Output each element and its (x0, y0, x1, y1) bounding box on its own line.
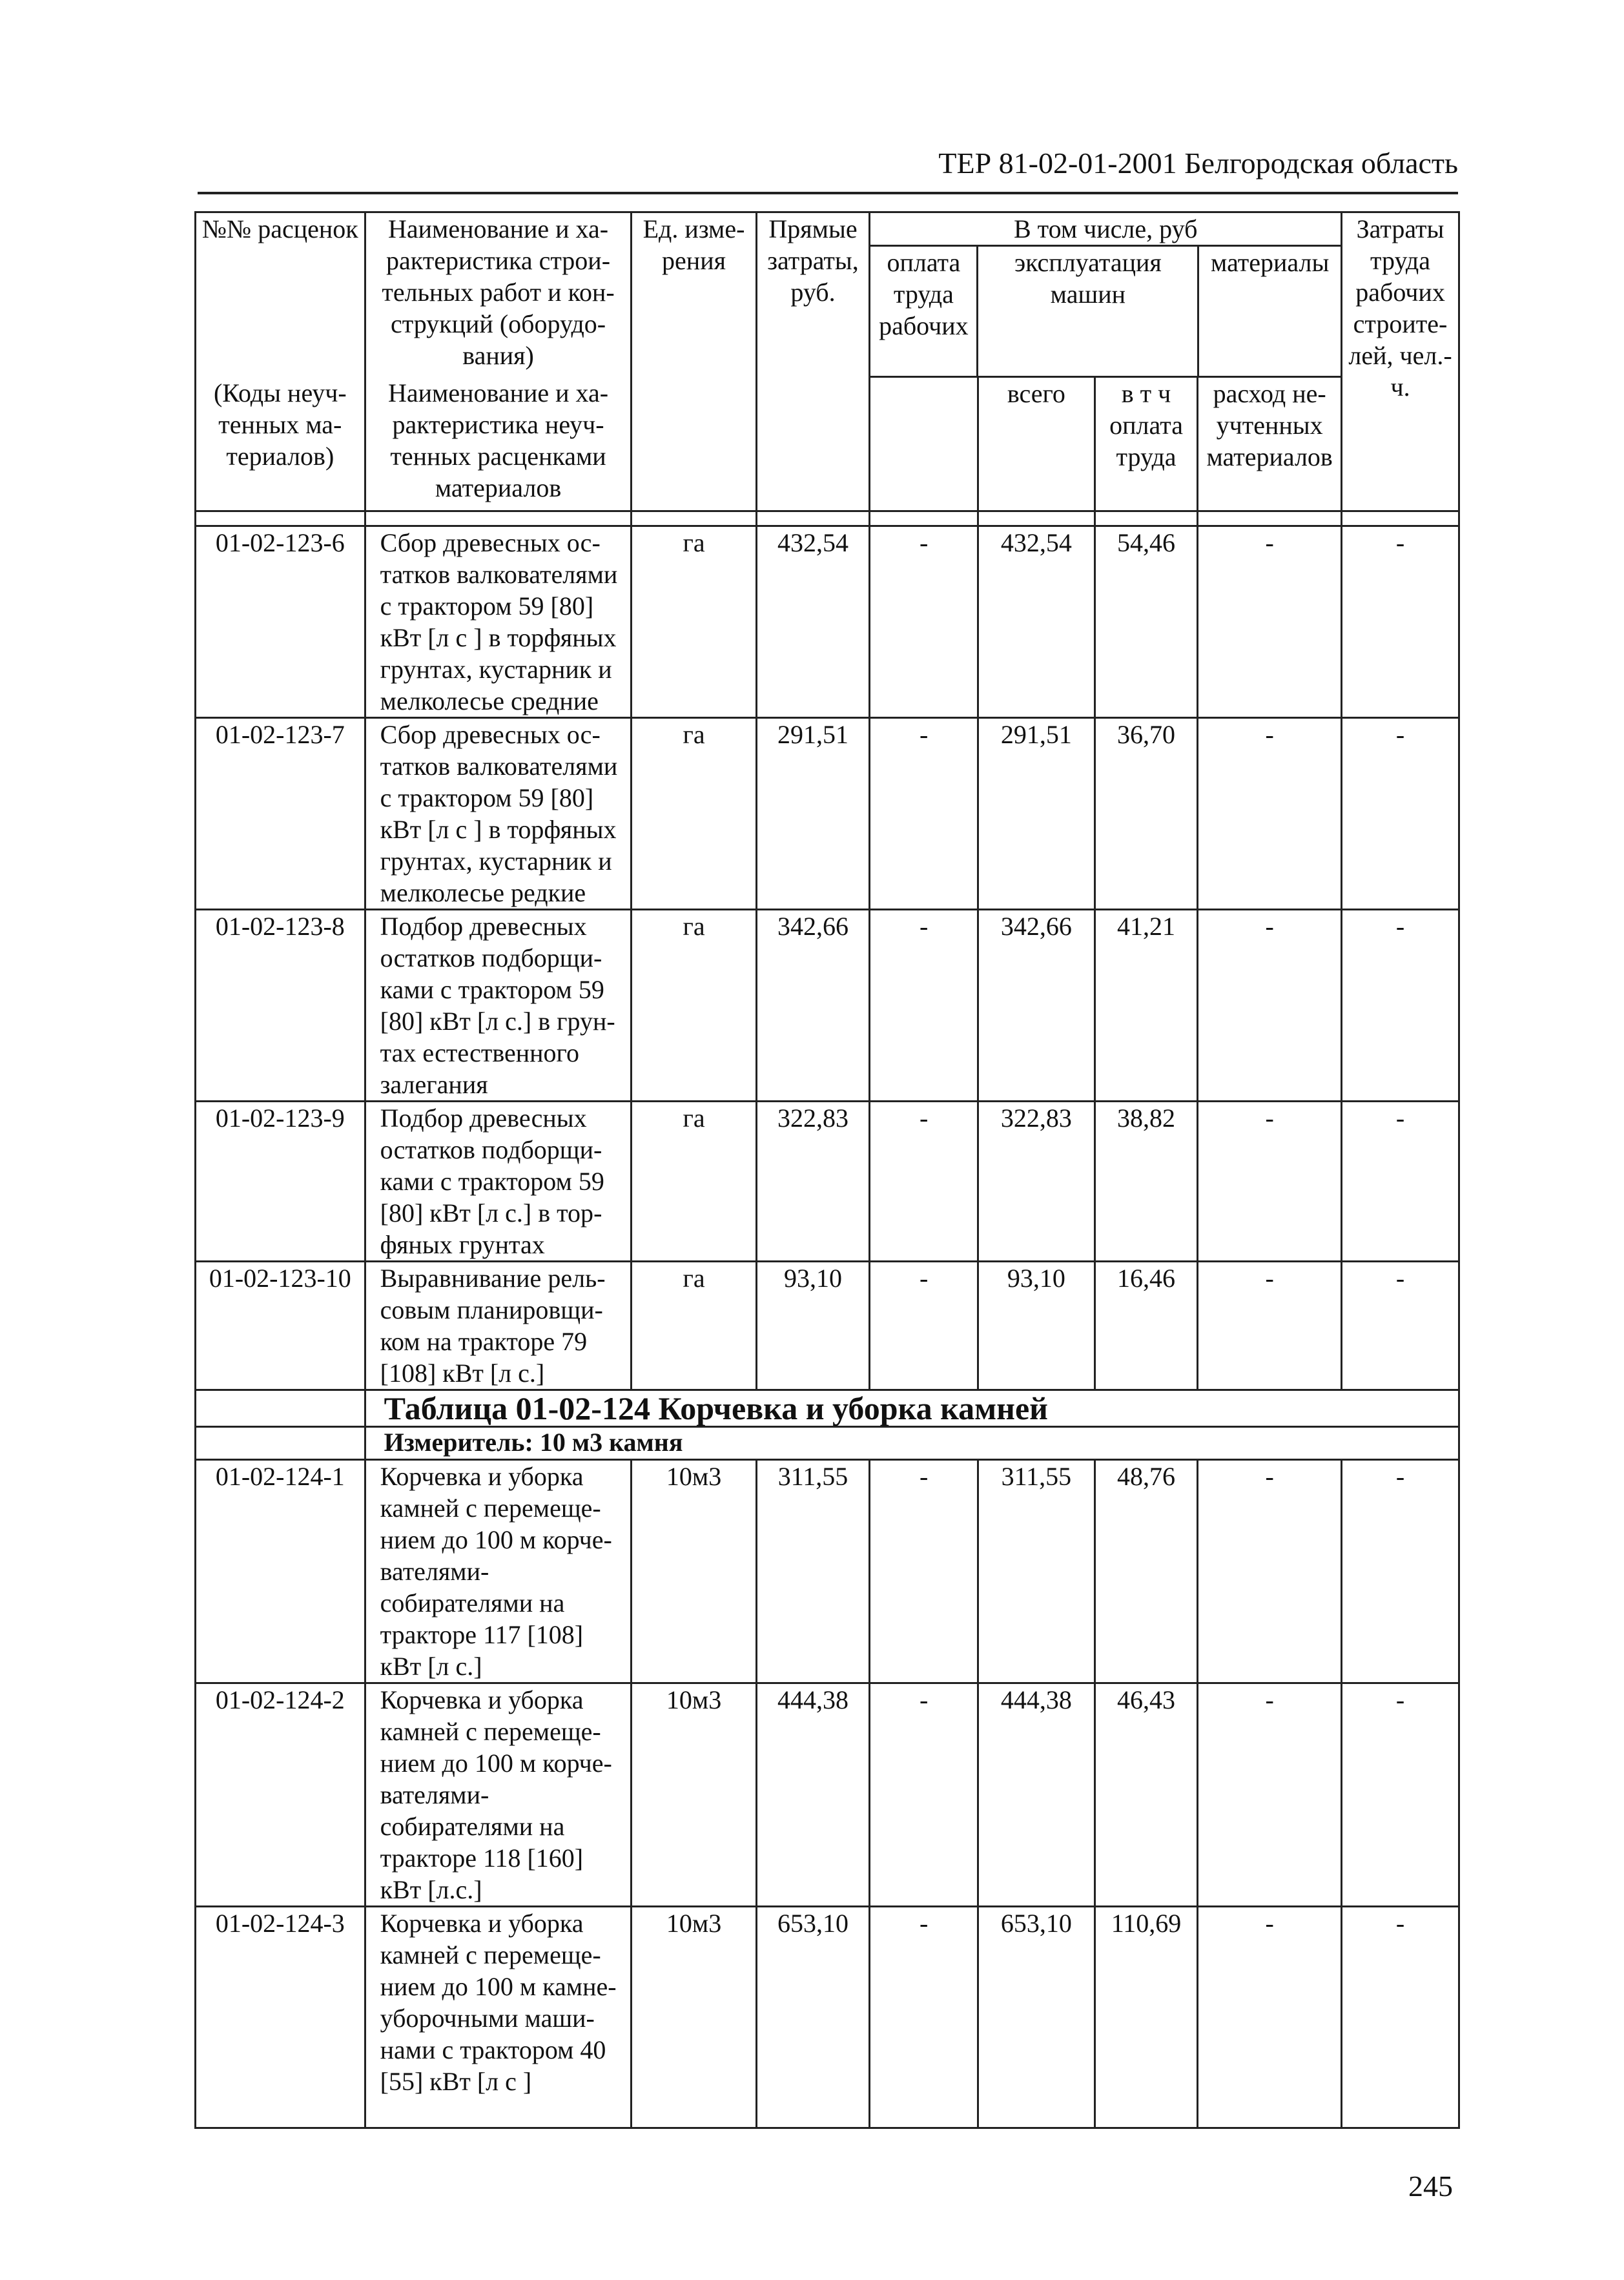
rate-name: Корчевка и уборка камней с перемещением до 100 м корчевателями-собирателями на тракторе 117 [108] кВт [л с.] (365, 1460, 632, 1683)
table-row (196, 1262, 1459, 1390)
rate-mach-labor: 48,76 (1095, 1460, 1197, 1683)
rate-unit: га (632, 910, 756, 1102)
col-machines-total-header: всего (978, 377, 1095, 511)
col-materials-header: материалы (1211, 248, 1330, 277)
rate-materials: - (1198, 1683, 1342, 1907)
table-row (196, 1460, 1459, 1683)
rate-labor-cost: - (1342, 1102, 1459, 1262)
rate-labor-cost: - (1342, 1262, 1459, 1390)
header-gap (196, 511, 1459, 526)
rate-name: Сбор древесных остатков валкователями с трактором 59 [80] кВт [л с ] в торфяных грунтах, кустарник и мелколесье средние (365, 526, 632, 718)
rate-direct: 291,51 (756, 718, 870, 910)
rate-labor: - (870, 1683, 978, 1907)
col-machines-labor-header: в т ч оплата труда (1095, 377, 1197, 511)
table-row (196, 910, 1459, 1102)
rate-unit: 10м3 (632, 1460, 756, 1683)
rate-unit: 10м3 (632, 1683, 756, 1907)
col-machines-header: эксплуатация машин (978, 247, 1199, 376)
rate-code: 01-02-124-2 (196, 1683, 365, 1907)
rate-materials: - (1198, 526, 1342, 718)
rate-unit: га (632, 1102, 756, 1262)
col-name-header: Наименование и характеристика строительных работ и конструкций (оборудования) (365, 212, 632, 377)
rate-code: 01-02-124-1 (196, 1460, 365, 1683)
rate-direct: 653,10 (756, 1907, 870, 2128)
rate-materials: - (1198, 1262, 1342, 1390)
rate-code: 01-02-123-10 (196, 1262, 365, 1390)
rate-direct: 432,54 (756, 526, 870, 718)
rates-table (194, 211, 1460, 2129)
rate-code: 01-02-123-9 (196, 1102, 365, 1262)
rate-mach-labor: 46,43 (1095, 1683, 1197, 1907)
rate-labor-cost: - (1342, 910, 1459, 1102)
rate-mach-labor: 110,69 (1095, 1907, 1197, 2128)
rate-code: 01-02-123-7 (196, 718, 365, 910)
rate-unit: га (632, 1262, 756, 1390)
table-row (196, 718, 1459, 910)
rate-labor: - (870, 1907, 978, 2128)
rate-mach-total: 93,10 (978, 1262, 1095, 1390)
col-code-subheader: (Коды неучтенных материалов) (196, 377, 365, 511)
table-row (196, 1907, 1459, 2128)
rate-labor: - (870, 1262, 978, 1390)
table-header-row (196, 212, 1459, 377)
rate-materials: - (1198, 1907, 1342, 2128)
rate-direct: 322,83 (756, 1102, 870, 1262)
col-labor-cost-header: Затраты труда рабочих строителей, чел.-ч. (1342, 212, 1459, 511)
rate-direct: 311,55 (756, 1460, 870, 1683)
rate-mach-labor: 41,21 (1095, 910, 1197, 1102)
table-row (196, 1683, 1459, 1907)
rate-code: 01-02-123-8 (196, 910, 365, 1102)
col-unit-header: Ед. измерения (632, 212, 756, 511)
rate-labor: - (870, 910, 978, 1102)
rate-mach-labor: 54,46 (1095, 526, 1197, 718)
rate-mach-total: 322,83 (978, 1102, 1095, 1262)
table-row (196, 1102, 1459, 1262)
rate-mach-total: 291,51 (978, 718, 1095, 910)
table-unit-row (196, 1427, 1459, 1460)
table-unit: Измеритель: 10 м3 камня (384, 1428, 683, 1457)
page-number: 245 (1408, 2170, 1453, 2203)
rate-labor-cost: - (1342, 718, 1459, 910)
rate-mach-total: 444,38 (978, 1683, 1095, 1907)
col-incl-group (870, 212, 1342, 377)
col-labor-pay-blank (870, 377, 978, 511)
rate-materials: - (1198, 1460, 1342, 1683)
col-name-subheader: Наименование и характеристика неучтенных расценками материалов (365, 377, 632, 511)
rate-mach-total: 311,55 (978, 1460, 1095, 1683)
rate-unit: га (632, 718, 756, 910)
rate-labor-cost: - (1342, 1460, 1459, 1683)
table-title: Таблица 01-02-124 Корчевка и уборка камней (384, 1390, 1048, 1426)
rate-labor: - (870, 1102, 978, 1262)
rate-direct: 93,10 (756, 1262, 870, 1390)
col-materials-sub-header: расход неучтенных материалов (1198, 377, 1342, 511)
rate-labor-cost: - (1342, 526, 1459, 718)
col-labor-pay-header: оплата труда рабочих (870, 247, 978, 376)
rate-name: Выравнивание рельсовым планировщиком на тракторе 79 [108] кВт [л с.] (365, 1262, 632, 1390)
rate-mach-total: 342,66 (978, 910, 1095, 1102)
rate-direct: 444,38 (756, 1683, 870, 1907)
table-row (196, 526, 1459, 718)
col-code-header: №№ расценок (196, 212, 365, 377)
rate-name: Корчевка и уборка камней с перемещением до 100 м корчевателями-собирателями на тракторе 118 [160] кВт [л.с.] (365, 1683, 632, 1907)
rate-mach-labor: 36,70 (1095, 718, 1197, 910)
rate-materials: - (1198, 910, 1342, 1102)
rate-code: 01-02-123-6 (196, 526, 365, 718)
rate-materials: - (1198, 718, 1342, 910)
page-header: ТЕР 81-02-01-2001 Белгородская область (198, 145, 1458, 194)
col-direct-header: Прямые затраты, руб. (756, 212, 870, 511)
rate-labor-cost: - (1342, 1907, 1459, 2128)
col-incl-header: В том числе, руб (870, 213, 1341, 247)
rate-mach-labor: 16,46 (1095, 1262, 1197, 1390)
rate-mach-total: 432,54 (978, 526, 1095, 718)
rate-labor: - (870, 718, 978, 910)
rate-name: Сбор древесных остатков валкователями с трактором 59 [80] кВт [л с ] в торфяных грунтах, кустарник и мелколесье редкие (365, 718, 632, 910)
rate-materials: - (1198, 1102, 1342, 1262)
rate-labor-cost: - (1342, 1683, 1459, 1907)
rate-mach-total: 653,10 (978, 1907, 1095, 2128)
rate-direct: 342,66 (756, 910, 870, 1102)
rate-mach-labor: 38,82 (1095, 1102, 1197, 1262)
rate-labor: - (870, 1460, 978, 1683)
rate-unit: 10м3 (632, 1907, 756, 2128)
rate-unit: га (632, 526, 756, 718)
rate-name: Подбор древесных остатков подборщиками с трактором 59 [80] кВт [л с.] в грунтах естественного залегания (365, 910, 632, 1102)
rate-name: Корчевка и уборка камней с перемещением до 100 м камнеуборочными машинами с трактором 40 [55] кВт [л с ] (365, 1907, 632, 2128)
rate-name: Подбор древесных остатков подборщиками с трактором 59 [80] кВт [л с.] в торфяных грунтах (365, 1102, 632, 1262)
rate-labor: - (870, 526, 978, 718)
table-title-row (196, 1390, 1459, 1427)
rate-code: 01-02-124-3 (196, 1907, 365, 2128)
